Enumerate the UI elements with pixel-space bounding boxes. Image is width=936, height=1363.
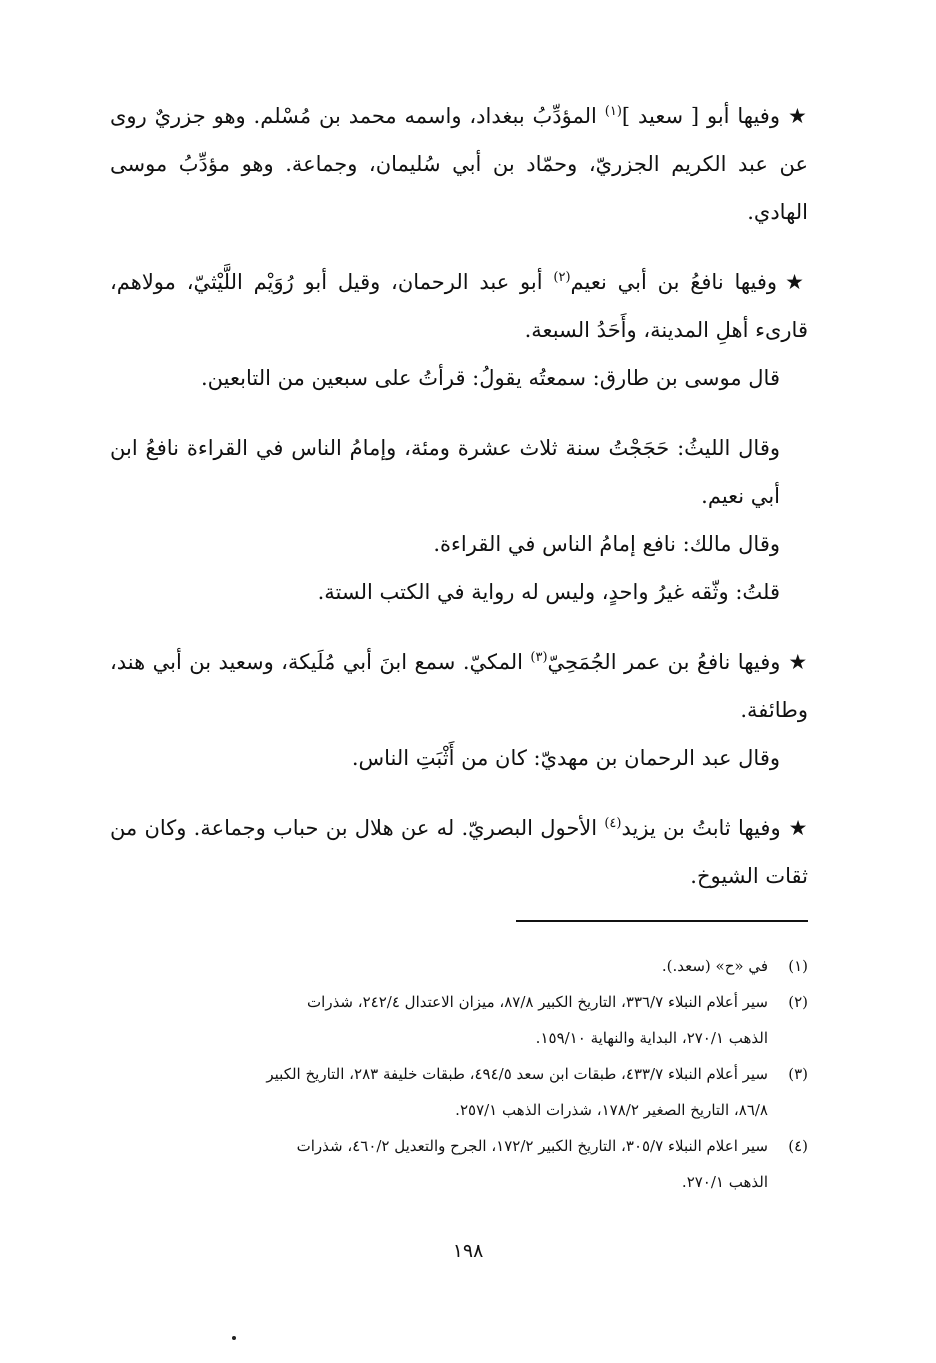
footnote-ref[interactable]: (٣) — [530, 650, 548, 665]
quote-ibn-mahdi: وقال عبد الرحمان بن مهديّ: كان من أَثْبَتِ الناس. — [351, 746, 780, 770]
entry-text: المكيّ. سمع ابنَ أبي مُلَيكة، وسعيد بن أبي هند، وطائفة. — [110, 650, 808, 722]
entry-text: وفيها نافعُ بن أبي نعيم — [570, 270, 778, 294]
star-marker: ★ — [788, 650, 808, 674]
entry-text: المؤدِّبُ ببغداد، واسمه محمد بن مُسْلم. وهو جزريٌ روى عن عبد الكريم الجزريّ، وحمّاد بن أبي سُليمان، وجماعة. وهو مؤدِّبُ موسى الهادي. — [110, 104, 808, 224]
entry-text: وفيها ثابتُ بن يزيد — [621, 816, 781, 840]
quote-malik: وقال مالك: نافع إمامُ الناس في القراءة. — [433, 532, 780, 556]
author-note: قلتُ: وثّقه غيرُ واحدٍ، وليس له رواية في الكتب الستة. — [317, 580, 780, 604]
star-marker: ★ — [785, 270, 809, 294]
scan-speck — [232, 1336, 236, 1340]
footnote-text: سير أعلام النبلاء ٣٣٦/٧، التاريخ الكبير ٨٧/٨، ميزان الاعتدال ٢٤٢/٤، شذرات — [307, 993, 768, 1011]
page-number: ١٩٨ — [452, 1240, 484, 1262]
footnote-3 — [110, 1056, 808, 1128]
footnote-number: (٤) — [788, 1137, 808, 1155]
quote-musa-ibn-tariq: قال موسى بن طارق: سمعتُه يقولُ: قرأتُ على سبعين من التابعين. — [201, 366, 780, 390]
footnotes — [110, 948, 808, 1200]
entry-text: الأحول البصريّ. له عن هلال بن حباب وجماعة. وكان من ثقات الشيوخ. — [110, 816, 808, 888]
entry-text: وفيها نافعُ بن عمر الجُمَحِيّ — [547, 650, 781, 674]
entry-abu-said — [110, 92, 808, 236]
entry-thabit-ibn-yazid — [110, 804, 808, 900]
entry-text: وفيها أبو [ سعيد ] — [621, 104, 780, 128]
footnote-1 — [110, 948, 808, 984]
quote-al-layth: وقال الليثُ: حَجَجْتُ سنة ثلاث عشرة ومئة، وإمامُ الناس في القراءة نافعُ ابن أبي نعيم. — [110, 436, 780, 508]
footnote-number: (٣) — [788, 1065, 808, 1083]
footnote-text: في «ح» (سعد.). — [661, 957, 768, 975]
entry-text: أبو عبد الرحمان، وقيل أبو رُوَيْم اللَّيْثيّ، مولاهم، قارىء أهلِ المدينة، وأَحَدُ السبعة. — [110, 270, 808, 342]
star-marker: ★ — [787, 104, 809, 128]
footnote-number: (١) — [788, 957, 808, 975]
footnote-2 — [110, 984, 808, 1056]
footnote-text: سير أعلام النبلاء ٤٣٣/٧، طبقات ابن سعد ٤٩٤/٥، طبقات خليفة ٢٨٣، التاريخ الكبير — [266, 1065, 768, 1083]
footnote-continuation: الذهب ٢٧٠/١. — [681, 1173, 768, 1191]
footnote-4 — [110, 1128, 808, 1200]
footnote-text: سير اعلام النبلاء ٣٠٥/٧، التاريخ الكبير ١٧٢/٢، الجرح والتعديل ٤٦٠/٢، شذرات — [296, 1137, 768, 1155]
footnote-separator — [516, 920, 808, 922]
star-marker: ★ — [788, 816, 808, 840]
footnote-continuation: الذهب ٢٧٠/١، البداية والنهاية ١٥٩/١٠. — [535, 1029, 768, 1047]
page-body — [110, 92, 808, 1200]
footnote-ref[interactable]: (٤) — [604, 816, 622, 831]
footnote-number: (٢) — [788, 993, 808, 1011]
footnote-continuation: ٨٦/٨، التاريخ الصغير ١٧٨/٢، شذرات الذهب ٢٥٧/١. — [455, 1101, 768, 1119]
entry-nafi-ibn-umar — [110, 638, 808, 734]
footnote-ref[interactable]: (١) — [604, 104, 622, 119]
entry-nafi-ibn-abi-nuaim — [110, 258, 808, 354]
footnote-ref[interactable]: (٢) — [553, 270, 571, 285]
